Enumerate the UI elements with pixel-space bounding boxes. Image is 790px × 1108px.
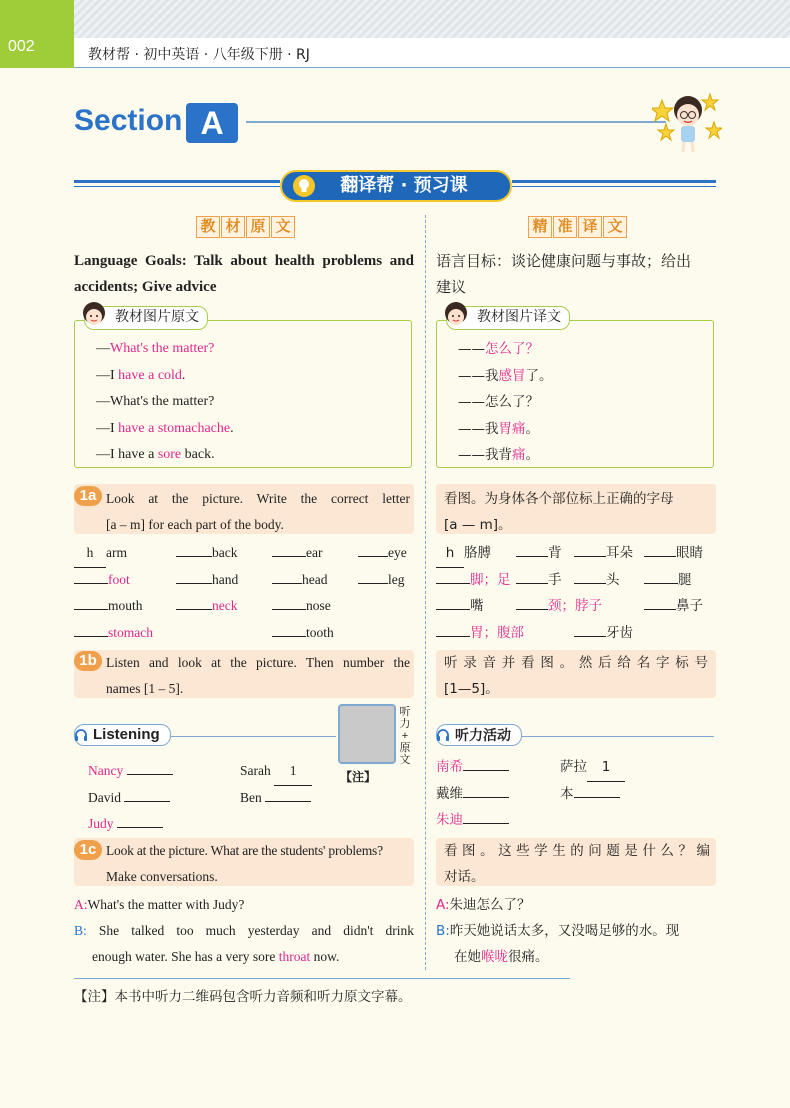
header-stripe <box>0 0 790 38</box>
heading-char: 文 <box>271 216 295 238</box>
right-conv-b-line1: B:昨天她说话太多，又没喝足够的水。现 <box>436 923 680 939</box>
task-1a-line2: [a – m] for each part of the body. <box>106 517 284 532</box>
header-title: 教材帮 · 初中英语 · 八年级下册 · RJ <box>88 47 310 63</box>
qr-side-label: 听 力 + 原 文 <box>399 706 411 766</box>
task-1c-badge: 1c <box>74 840 102 860</box>
section-line <box>246 121 666 123</box>
right-goals-line2: 建议 <box>436 278 467 296</box>
note-label: 【注】 <box>340 770 377 784</box>
column-divider <box>425 215 426 970</box>
left-conv-b-line2: enough water. She has a very sore throat now. <box>92 949 340 964</box>
heading-char: 材 <box>221 216 245 238</box>
lightbulb-icon <box>292 174 316 198</box>
task-1c-line1: Look at the picture. What are the students' problems? <box>106 843 383 858</box>
task-1c-line2: Make conversations. <box>106 869 218 884</box>
right-conv-b-line2: 在她喉咙很痛。 <box>454 949 549 965</box>
left-names: Nancy Sarah 1 David Ben Judy <box>88 758 328 838</box>
right-conv-a: A:朱迪怎么了？ <box>436 897 531 913</box>
qr-code[interactable] <box>338 704 396 764</box>
banner-line-left <box>74 180 280 183</box>
left-heading <box>196 216 296 238</box>
right-body-parts: h 胳膊 背 耳朵 眼睛 脚；足 手 头 腿 嘴 颈；脖子 鼻子 胃；腹部 牙齿 <box>436 540 721 646</box>
dialog-line: ——我背痛。 <box>458 447 539 463</box>
left-conv-b-line1: B: She talked too much yesterday and didn't drink <box>74 923 414 938</box>
headphones-icon <box>74 728 88 742</box>
right-task-1a-line1: 看图。为身体各个部位标上正确的字母 <box>444 491 674 507</box>
banner-title: 翻译帮 · 预习课 <box>280 170 512 202</box>
heading-char: 准 <box>553 216 577 238</box>
dialog-line: ——我胃痛。 <box>458 420 539 437</box>
task-1b-line2: names [1 – 5]. <box>106 681 184 696</box>
left-goals-line1: Language Goals: Talk about health problems and <box>74 253 414 269</box>
listening-tag: Listening <box>74 724 171 746</box>
page-number: 002 <box>8 38 35 55</box>
right-goals-line1: 语言目标：谈论健康问题与事故；给出 <box>436 252 692 270</box>
right-task-1b-line1: 听录音并看图。然后给名字标号 <box>444 655 708 671</box>
dialog-line: —I have a stomachache. <box>96 420 234 436</box>
dialog-line: —I have a sore back. <box>96 447 215 462</box>
task-1b-line1: Listen and look at the picture. Then number the <box>106 655 410 670</box>
task-1a-line1: Look at the picture. Write the correct letter <box>106 491 410 506</box>
headphones-icon <box>436 728 450 742</box>
girl-head-icon <box>80 300 108 330</box>
dialog-line: —I have a cold. <box>96 367 186 383</box>
right-task-1b-line2: [1—5]。 <box>444 681 499 697</box>
dialog-line: ——怎么了？ <box>458 394 539 410</box>
heading-char: 译 <box>578 216 602 238</box>
heading-char: 教 <box>196 216 220 238</box>
right-task-1c-line2: 对话。 <box>444 869 485 885</box>
footnote: 【注】本书中听力二维码包含听力音频和听力原文字幕。 <box>74 989 412 1005</box>
footnote-rule <box>74 978 570 979</box>
dialog-line: ——怎么了？ <box>458 341 539 357</box>
mascot-girl-icon <box>652 88 722 158</box>
right-picture-tag: 教材图片译文 <box>446 306 570 330</box>
heading-char: 原 <box>246 216 270 238</box>
section-letter: A <box>186 103 238 143</box>
girl-head-icon <box>442 300 470 330</box>
dialog-line: ——我感冒了。 <box>458 367 553 384</box>
task-1a-badge: 1a <box>74 486 102 506</box>
banner-line-right <box>512 180 716 183</box>
right-task-1a-line2: [a — m]。 <box>444 517 512 533</box>
left-dialog <box>96 336 234 469</box>
heading-char: 文 <box>603 216 627 238</box>
left-conv-a: A:What's the matter with Judy? <box>74 897 245 912</box>
left-goals-line2: accidents; Give advice <box>74 279 217 295</box>
section-label: Section <box>74 104 183 137</box>
left-picture-tag: 教材图片原文 <box>84 306 208 330</box>
right-listening-tag: 听力活动 <box>436 724 522 746</box>
heading-char: 精 <box>528 216 552 238</box>
right-dialog <box>458 336 553 469</box>
task-1b-badge: 1b <box>74 651 102 671</box>
left-body-parts: h arm back ear eye foot hand head leg mouth neck nose stomach tooth <box>74 540 419 646</box>
page-tab <box>0 0 74 68</box>
dialog-line: —What's the matter? <box>96 341 215 356</box>
banner-line-left-thin <box>74 186 280 187</box>
dialog-line: —What's the matter? <box>96 394 215 409</box>
right-names: 南希 萨拉 1 戴维 本 朱迪 <box>436 754 706 834</box>
banner-line-right-thin <box>512 186 716 187</box>
right-task-1c-line1: 看图。这些学生的问题是什么？编 <box>444 843 710 859</box>
right-heading <box>528 216 628 238</box>
